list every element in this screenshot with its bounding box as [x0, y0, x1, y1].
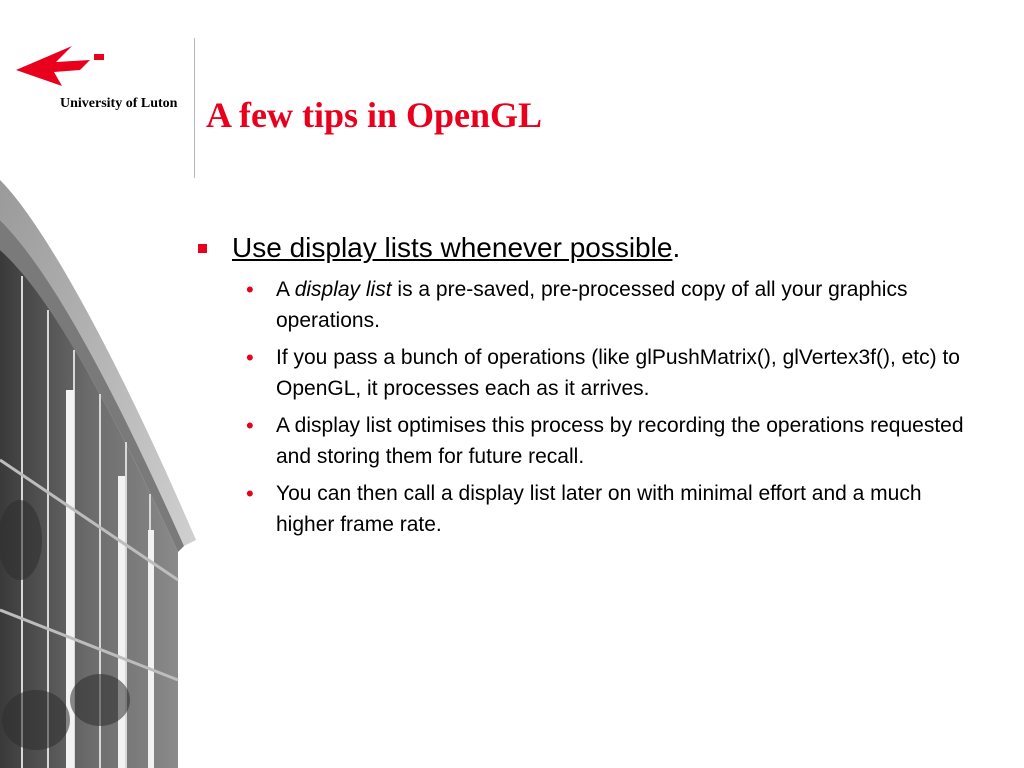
header-divider	[194, 38, 195, 178]
main-bullet	[196, 226, 996, 270]
slide-title: A few tips in OpenGL	[206, 95, 543, 135]
sub-bullet-text: You can then call a display list later on with minimal effort and a much higher frame rate.	[276, 482, 922, 536]
list-item	[246, 478, 976, 540]
sub-bullet-text: If you pass a bunch of operations (like glPushMatrix(), glVertex3f(), etc) to OpenGL, it processes each as it arrives.	[276, 346, 960, 400]
university-logo	[0, 0, 190, 180]
sub-bullet-text: A display list optimises this process by recording the operations requested and storing them for future recall.	[276, 414, 964, 468]
list-item	[246, 274, 976, 336]
building-photo	[0, 180, 200, 768]
sub-bullet-suffix: is a pre-saved, pre-processed copy of all your graphics operations.	[276, 278, 908, 332]
sub-bullet-prefix: A	[276, 278, 295, 301]
square-bullet-icon	[198, 244, 207, 253]
main-bullet-link[interactable]: Use display lists whenever possible	[232, 232, 673, 263]
bullet-dot-icon: •	[246, 413, 254, 438]
list-item	[246, 410, 976, 472]
list-item	[246, 342, 976, 404]
slide-content	[196, 226, 996, 546]
bullet-dot-icon: •	[246, 345, 254, 370]
bullet-dot-icon: •	[246, 481, 254, 506]
main-bullet-suffix: .	[672, 232, 681, 263]
bullet-dot-icon: •	[246, 277, 254, 302]
logo-institution-name: University of Luton	[60, 96, 178, 111]
sub-bullet-list	[196, 274, 996, 540]
luton-logo-icon	[12, 40, 112, 90]
sub-bullet-italic: display list	[294, 278, 392, 301]
